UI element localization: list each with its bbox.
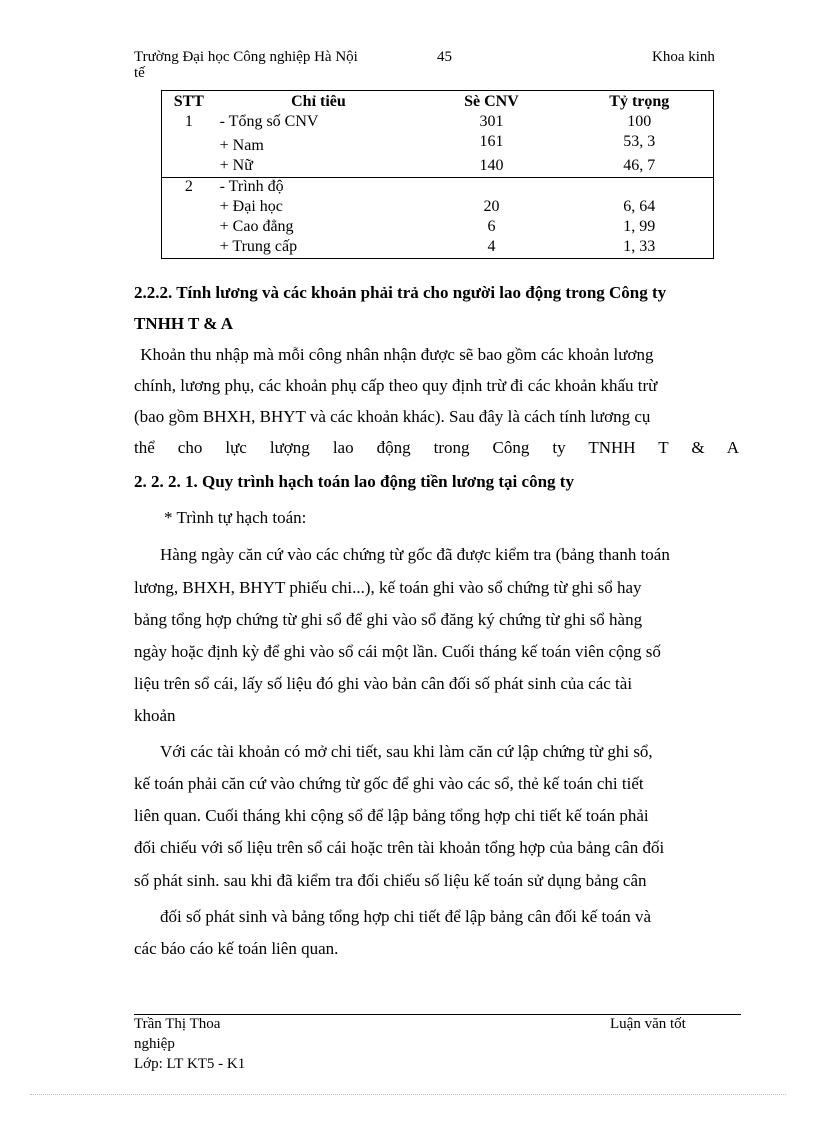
table-row xyxy=(162,133,714,157)
cell-ratio: 6, 64 xyxy=(623,198,656,215)
cell-stt xyxy=(162,238,216,259)
body-line: kế toán phải căn cứ vào chứng từ gốc để ghi vào các sổ, thẻ kế toán chi tiết xyxy=(134,774,644,793)
procedure-label: * Trình tự hạch toán: xyxy=(164,508,307,527)
cell-indicator: + Nam xyxy=(219,137,264,154)
cell-stt: 1 xyxy=(184,113,193,130)
cell-count xyxy=(417,178,565,199)
table-row xyxy=(162,218,714,238)
body-line: liên quan. Cuối tháng khi cộng sổ để lập bảng tổng hợp chi tiết kế toán phải xyxy=(134,806,649,825)
cell-ratio: 46, 7 xyxy=(566,157,714,178)
table-header-row xyxy=(162,91,714,114)
section-heading-2221: 2. 2. 2. 1. Quy trình hạch toán lao động tiền lương tại công ty xyxy=(134,472,574,491)
cell-indicator: + Nữ xyxy=(216,157,418,178)
footer-thesis: Luận văn tốt xyxy=(610,1016,686,1032)
cell-count: 301 xyxy=(479,113,504,130)
col-header-stt: STT xyxy=(173,93,204,110)
section-heading-222: 2.2.2. Tính lương và các khoản phải trả cho người lao động trong Công ty xyxy=(134,283,667,302)
cell-indicator: + Cao đẳng xyxy=(219,218,294,235)
col-header-indicator: Chỉ tiêu xyxy=(291,93,346,110)
body-line: đối số phát sinh và bảng tổng hợp chi tiết để lập bảng cân đối kế toán và xyxy=(160,907,652,926)
table-row xyxy=(162,198,714,218)
footer-class: Lớp: LT KT5 - K1 xyxy=(134,1056,246,1072)
header-faculty-wrap: tế xyxy=(134,65,145,81)
cell-indicator: + Trung cấp xyxy=(219,238,298,255)
page-bottom-divider xyxy=(30,1094,786,1095)
body-line: các báo cáo kế toán liên quan. xyxy=(134,939,339,958)
intro-line: thể cho lực lượng lao động trong Công ty TNHH T & A xyxy=(134,438,739,457)
footer-rule xyxy=(134,1014,741,1015)
footer-thesis-wrap: nghiệp xyxy=(134,1036,175,1052)
cell-stt: 2 xyxy=(184,178,193,195)
employee-stats-table xyxy=(161,90,714,259)
body-line: đối chiếu với số liệu trên sổ cái hoặc trên tài khoản tổng hợp của bảng cân đối xyxy=(134,838,665,857)
table-row xyxy=(162,178,714,199)
table-row xyxy=(162,113,714,133)
cell-stt xyxy=(162,218,216,238)
body-line: số phát sinh. sau khi đã kiểm tra đối chiếu số liệu kế toán sử dụng bảng cân xyxy=(134,871,647,890)
body-line: khoản xyxy=(134,706,176,725)
cell-indicator: - Tổng số CNV xyxy=(219,113,319,130)
body-line: liệu trên sổ cái, lấy số liệu đó ghi vào bản cân đối số phát sinh của các tài xyxy=(134,674,633,693)
body-line: lương, BHXH, BHYT phiếu chi...), kế toán ghi vào sổ chứng từ ghi sổ hay xyxy=(134,578,642,597)
cell-ratio: 1, 33 xyxy=(623,238,656,255)
cell-ratio xyxy=(566,178,714,199)
table-row xyxy=(162,238,714,259)
cell-ratio: 100 xyxy=(627,113,652,130)
cell-count: 4 xyxy=(487,238,496,255)
cell-count: 161 xyxy=(479,133,504,150)
body-line: Hàng ngày căn cứ vào các chứng từ gốc đã được kiểm tra (bảng thanh toán xyxy=(160,545,670,564)
cell-indicator: + Đại học xyxy=(219,198,283,215)
body-line: ngày hoặc định kỳ để ghi vào sổ cái một lần. Cuối tháng kế toán viên cộng số xyxy=(134,642,661,661)
table-row xyxy=(162,157,714,178)
page-number: 45 xyxy=(437,49,452,65)
header-school: Trường Đại học Công nghiệp Hà Nội xyxy=(134,49,358,65)
cell-count: 20 xyxy=(483,198,500,215)
cell-indicator: - Trình độ xyxy=(219,178,284,195)
intro-line: chính, lương phụ, các khoản phụ cấp theo quy định trừ đi các khoản khấu trừ xyxy=(134,376,658,395)
header-faculty: Khoa kinh xyxy=(652,49,715,65)
body-line: bảng tổng hợp chứng từ ghi sổ để ghi vào sổ đăng ký chứng từ ghi sổ hàng xyxy=(134,610,643,629)
section-heading-222-cont: TNHH T & A xyxy=(134,314,234,333)
intro-line: Khoản thu nhập mà mỗi công nhân nhận được sẽ bao gồm các khoản lương xyxy=(136,345,654,364)
footer-author: Trần Thị Thoa xyxy=(134,1016,221,1032)
cell-ratio: 1, 99 xyxy=(623,218,656,235)
cell-stt xyxy=(162,157,216,178)
cell-ratio: 53, 3 xyxy=(623,133,656,150)
cell-stt xyxy=(162,133,216,157)
cell-stt xyxy=(162,198,216,218)
cell-count: 140 xyxy=(417,157,565,178)
col-header-count: Sè CNV xyxy=(464,93,519,110)
cell-count: 6 xyxy=(487,218,496,235)
body-line: Với các tài khoản có mở chi tiết, sau khi làm căn cứ lập chứng từ ghi sổ, xyxy=(160,742,653,761)
col-header-ratio: Tỷ trọng xyxy=(609,93,670,110)
intro-line: (bao gồm BHXH, BHYT và các khoản khác). Sau đây là cách tính lương cụ xyxy=(134,407,651,426)
